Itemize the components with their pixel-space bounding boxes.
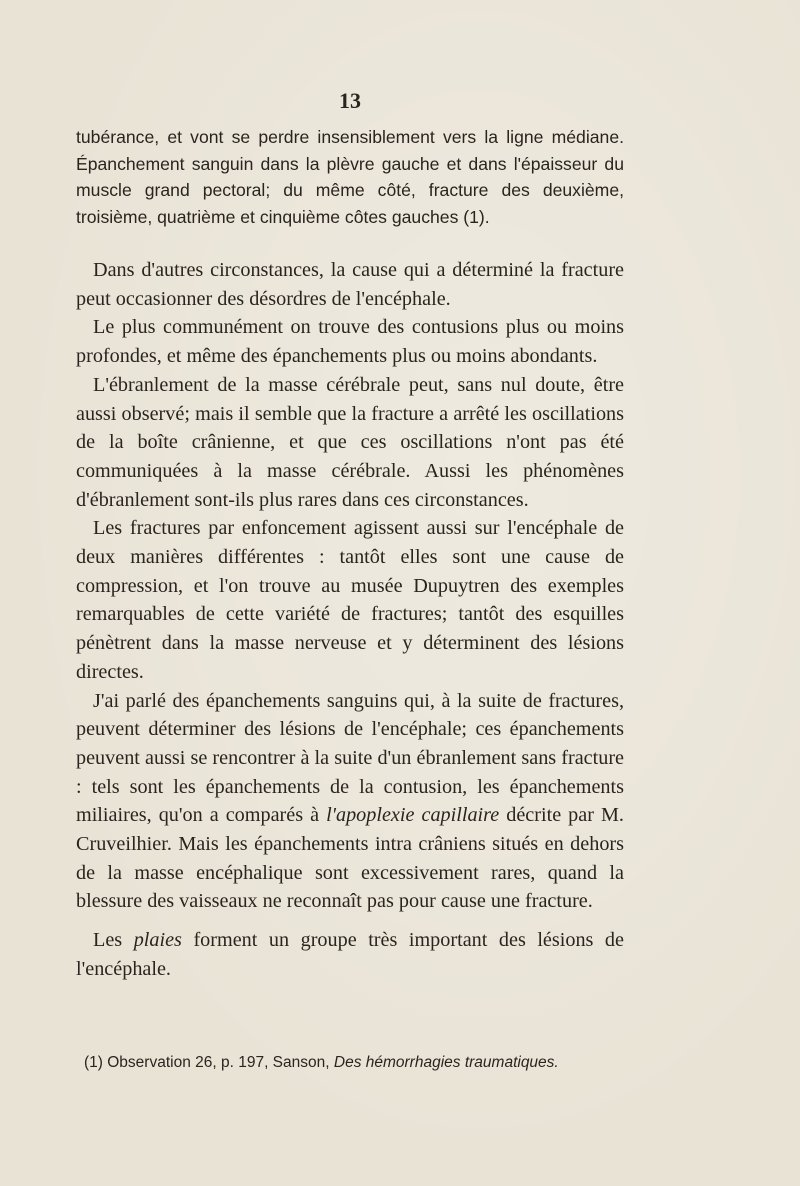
italic-term: plaies (133, 929, 182, 952)
paragraph: L'ébranlement de la masse cérébrale peut, sans nul doute, être aussi observé; mais il semble que la fracture a arrêté les oscillations de la boîte crânienne, et que ces oscillations n'ont pas été communiquées à la masse cérébrale. Aussi les phénomènes d'ébranlement sont-ils plus rares dans ces circonstances. (76, 373, 624, 511)
case-note-text: tubérance, et vont se perdre insensiblement vers la ligne médiane. Épanchement sanguin dans la plèvre gauche et dans l'épaisseur du muscle grand pectoral; du même côté, fracture des deuxième, troisième, quatrième et cinquième côtes gauches (1). (76, 127, 624, 227)
paragraph (76, 687, 624, 917)
paragraph-text: forment un groupe très important des lésions de l'encéphale. (76, 929, 624, 980)
footnote-title: Des hémorrhagies traumatiques. (333, 1054, 559, 1071)
paragraph (76, 926, 624, 983)
footnote-text: (1) Observation 26, p. 197, Sanson, (84, 1054, 334, 1071)
paragraph-text: décrite par M. Cruveilhier. Mais les épanchements intra crâniens situés en dehors de la masse encéphalique sont excessivement rares, quand la blessure des vaisseaux ne reconnaît pas pour cause une fracture. (76, 804, 624, 913)
page-number: 13 (339, 88, 361, 113)
italic-term: l'apoplexie capillaire (326, 804, 500, 827)
paragraph: Les fractures par enfoncement agissent aussi sur l'encéphale de deux manières différentes : tantôt elles sont une cause de compression, et l'on trouve au musée Dupuytren des exemples remarquables de cette variété de fractures; tantôt des esquilles pénètrent dans la masse nerveuse et y déterminent des lésions directes. (76, 517, 624, 683)
paragraph-text: J'ai parlé des épanchements sanguins qui, à la suite de fractures, peuvent déterminer des lésions de l'encéphale; ces épanchements peuvent aussi se rencontrer à la suite d'un ébranlement sans fracture : tels sont les épanchements de la contusion, les épanchements miliaires, qu'on a comparés à (76, 689, 624, 827)
footnote (84, 1052, 644, 1074)
paragraph-text: Les (93, 929, 134, 952)
body-text (76, 256, 624, 984)
paragraph: Dans d'autres circonstances, la cause qui a déterminé la fracture peut occasionner des désordres de l'encéphale. (76, 259, 624, 310)
paragraph: Le plus communément on trouve des contusions plus ou moins profondes, et même des épanchements plus ou moins abondants. (76, 316, 624, 368)
